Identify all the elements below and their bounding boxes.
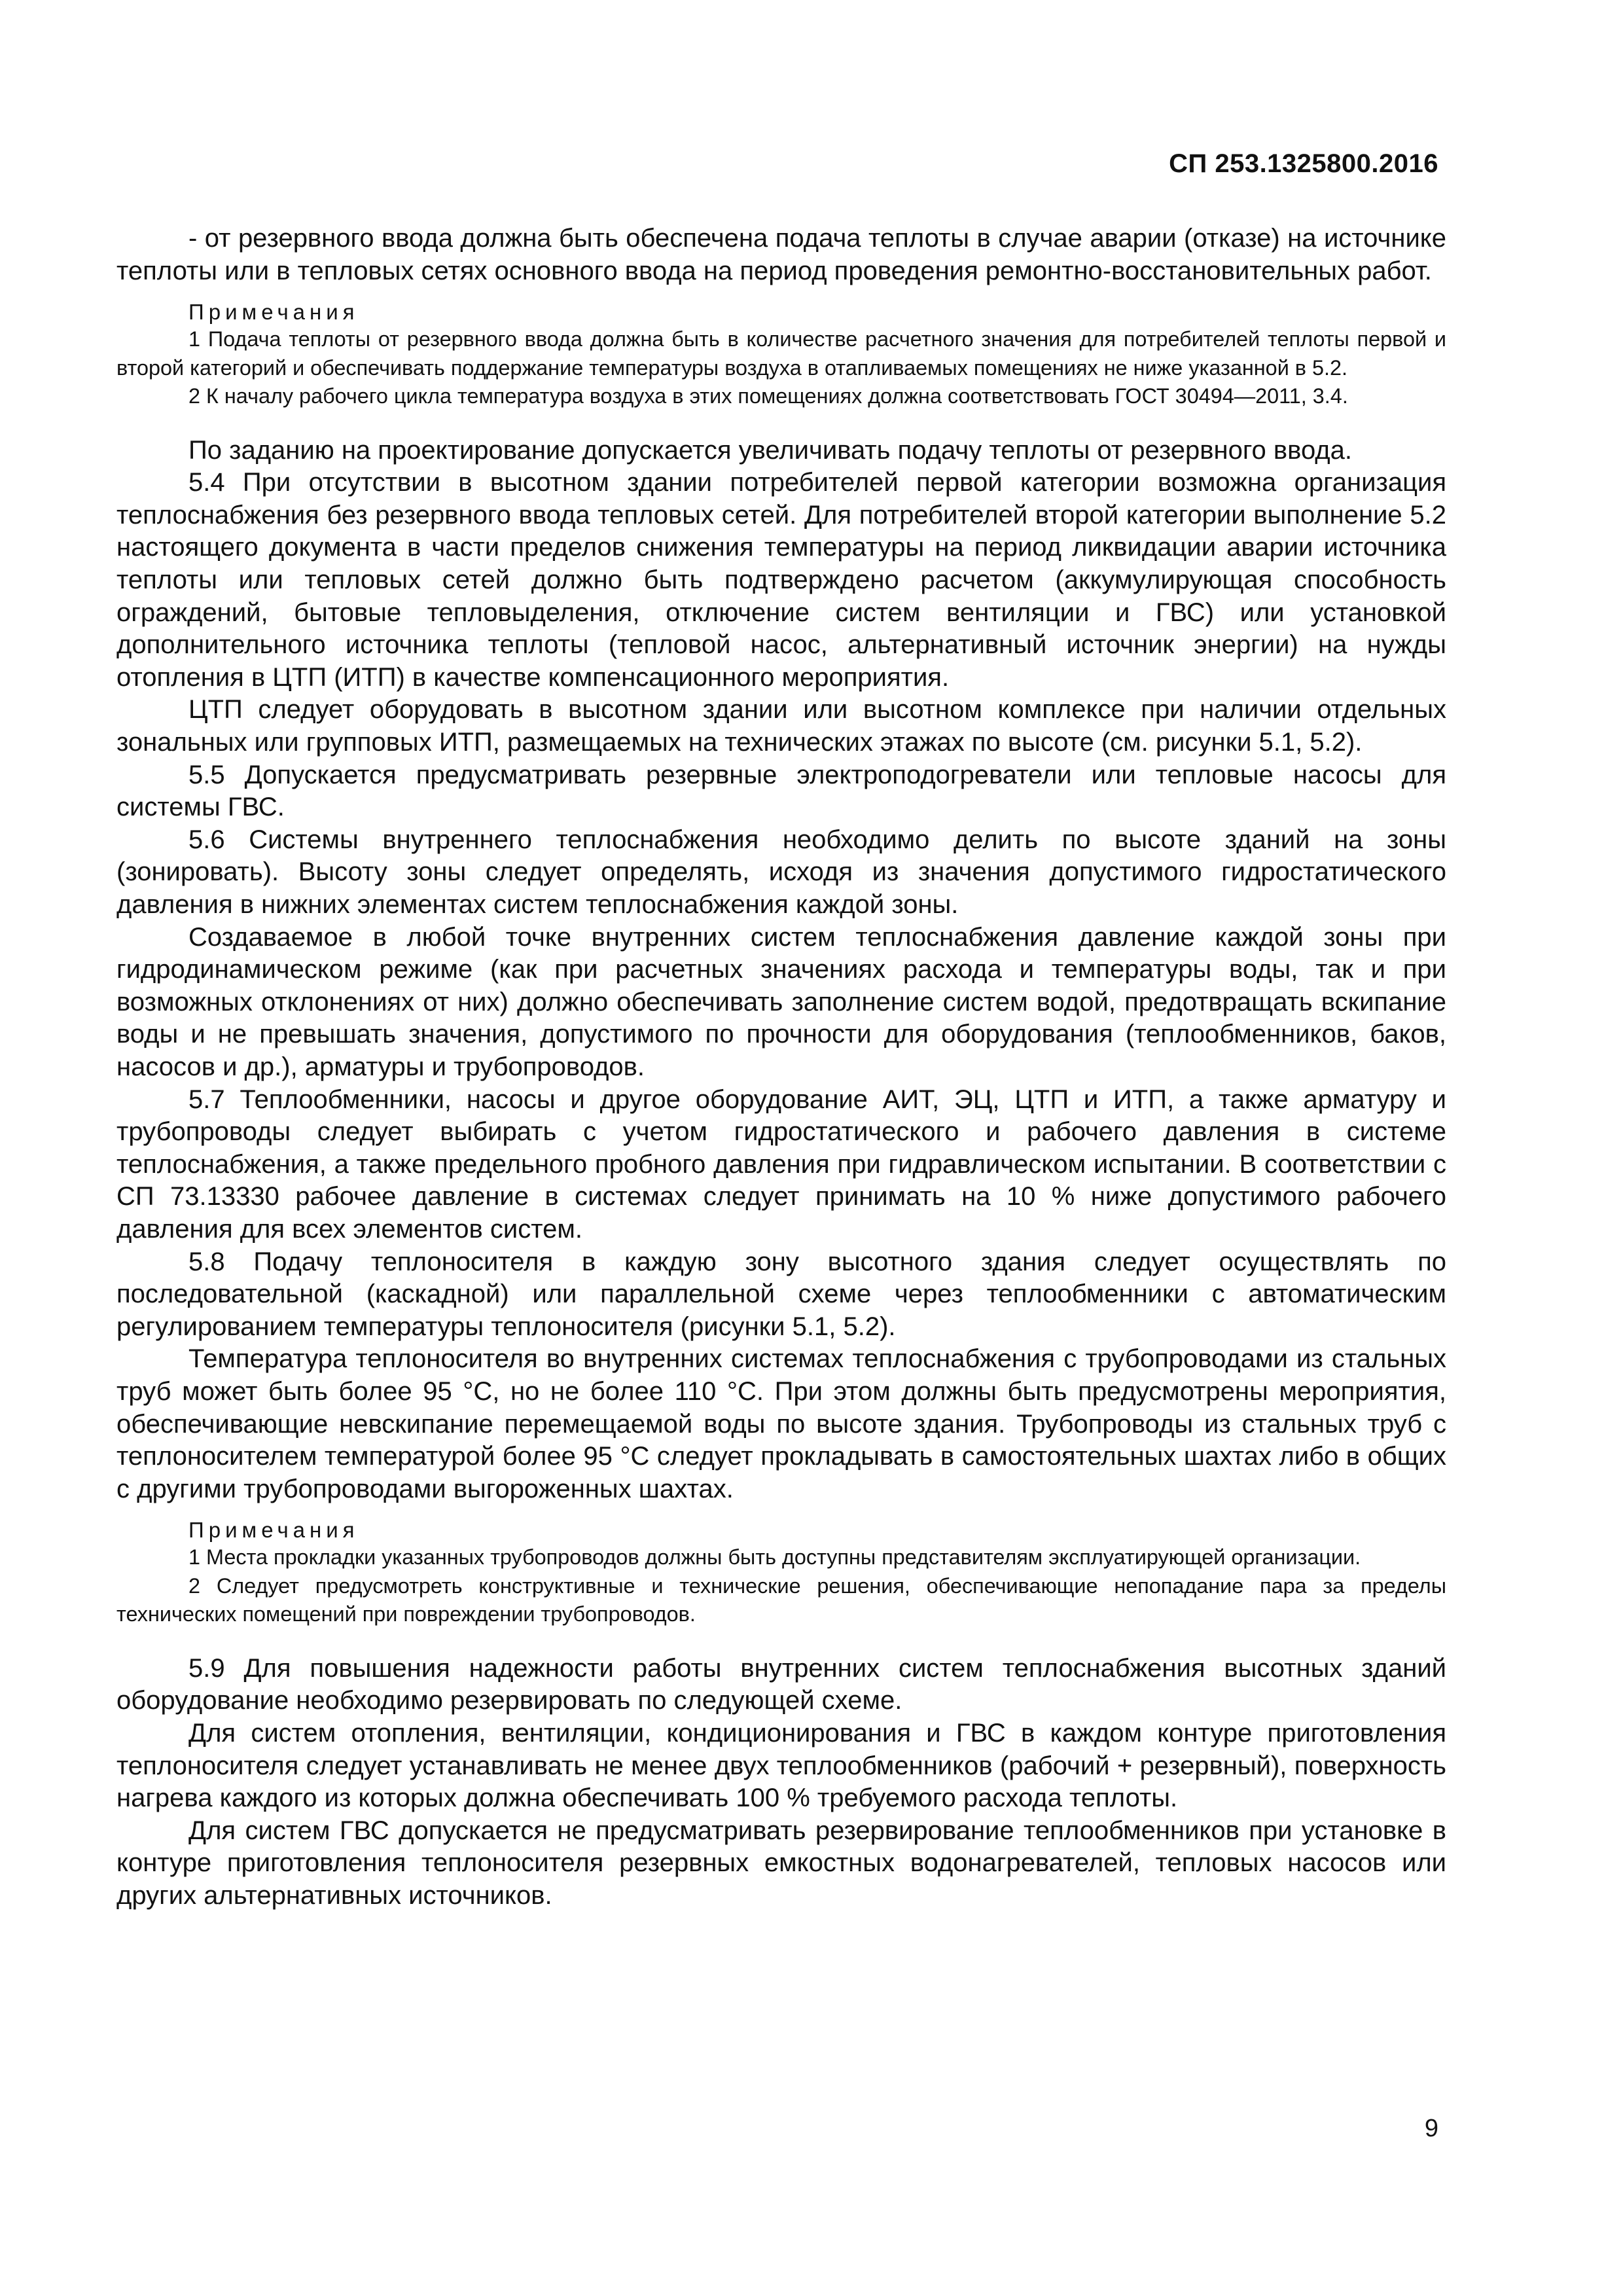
paragraph: - от резервного ввода должна быть обеспечена подача теплоты в случае аварии (отказе) на источнике теплоты или в тепловых сетях основного ввода на период проведения ремонтно-восстановительных работ. xyxy=(116,224,1446,285)
notes-heading: Примечания xyxy=(188,300,359,325)
note: 2 Следует предусмотреть конструктивные и технические решения, обеспечивающие непопадание пара за пределы технических помещений при повреждении трубопроводов. xyxy=(116,1573,1446,1626)
paragraph: Для систем отопления, вентиляции, кондиционирования и ГВС в каждом контуре приготовления теплоносителя следует устанавливать не менее двух теплообменников (рабочий + резервный), поверхность нагрева каждого из которых должна обеспечивать 100 % требуемого расхода теплоты. xyxy=(116,1718,1446,1813)
page-number: 9 xyxy=(1424,2115,1438,2142)
paragraph-5-8: 5.8 Подачу теплоносителя в каждую зону высотного здания следует осуществлять по последовательной (каскадной) или параллельной схеме через теплообменники с автоматическим регулированием температуры теплоносителя (рисунки 5.1, 5.2). xyxy=(116,1247,1446,1341)
notes-heading: Примечания xyxy=(188,1518,359,1543)
paragraph-5-6: 5.6 Системы внутреннего теплоснабжения необходимо делить по высоте зданий на зоны (зонировать). Высоту зоны следует определять, исходя из значения допустимого гидростатического давления в нижних элементах систем теплоснабжения каждой зоны. xyxy=(116,825,1446,919)
paragraph: ЦТП следует оборудовать в высотном здании или высотном комплексе при наличии отдельных зональных или групповых ИТП, размещаемых на технических этажах по высоте (см. рисунки 5.1, 5.2). xyxy=(116,695,1446,757)
note: 2 К началу рабочего цикла температура воздуха в этих помещениях должна соответствовать ГОСТ 30494—2011, 3.4. xyxy=(188,384,1348,408)
paragraph-5-7: 5.7 Теплообменники, насосы и другое оборудование АИТ, ЭЦ, ЦТП и ИТП, а также арматуру и трубопроводы следует выбирать с учетом гидростатического и рабочего давления в системе теплоснабжения, а также предельного пробного давления при гидравлическом испытании. В соответствии с СП 73.13330 рабочее давление в системах следует принимать на 10 % ниже допустимого рабочего давления для всех элементов систем. xyxy=(116,1085,1446,1244)
paragraph: Создаваемое в любой точке внутренних систем теплоснабжения давление каждой зоны при гидродинамическом режиме (как при расчетных значениях расхода и температуры воды, так и при возможных отклонениях от них) должно обеспечивать заполнение систем водой, предотвращать вскипание воды и не превышать значения, допустимого по прочности для оборудования (теплообменников, баков, насосов и др.), арматуры и трубопроводов. xyxy=(116,922,1446,1081)
paragraph-5-4: 5.4 При отсутствии в высотном здании потребителей первой категории возможна организация теплоснабжения без резервного ввода тепловых сетей. Для потребителей второй категории выполнение 5.2 настоящего документа в части пределов снижения температуры на период ликвидации аварии источника теплоты или тепловых сетей должно быть подтверждено расчетом (аккумулирующая способность ограждений, бытовые тепловыделения, отключение систем вентиляции и ГВС) или установкой дополнительного источника теплоты (тепловой насос, альтернативный источник энергии) на нужды отопления в ЦТП (ИТП) в качестве компенсационного мероприятия. xyxy=(116,468,1446,692)
document-code: СП 253.1325800.2016 xyxy=(1169,149,1438,178)
note: 1 Места прокладки указанных трубопроводов должны быть доступны представителям эксплуатирующей организации. xyxy=(188,1545,1361,1570)
paragraph-5-9: 5.9 Для повышения надежности работы внутренних систем теплоснабжения высотных зданий оборудование необходимо резервировать по следующей схеме. xyxy=(116,1653,1446,1715)
paragraph-5-5: 5.5 Допускается предусматривать резервные электроподогреватели или тепловые насосы для системы ГВС. xyxy=(116,760,1446,822)
paragraph: Для систем ГВС допускается не предусматривать резервирование теплообменников при установке в контуре приготовления теплоносителя резервных емкостных водонагревателей, тепловых насосов или других альтернативных источников. xyxy=(116,1816,1446,1910)
document-body xyxy=(116,223,1446,1912)
paragraph: По заданию на проектирование допускается увеличивать подачу теплоты от резервного ввода. xyxy=(188,435,1353,465)
paragraph: Температура теплоносителя во внутренних системах теплоснабжения с трубопроводами из стальных труб может быть более 95 °С, но не более 110 °С. При этом должны быть предусмотрены мероприятия, обеспечивающие невскипание перемещаемой воды по высоте здания. Трубопроводы из стальных труб с теплоносителем температурой более 95 °С следует прокладывать в самостоятельных шахтах либо в общих с другими трубопроводами выгороженных шахтах. xyxy=(116,1344,1446,1503)
note: 1 Подача теплоты от резервного ввода должна быть в количестве расчетного значения для потребителей теплоты первой и второй категорий и обеспечивать поддержание температуры воздуха в отапливаемых помещениях не ниже указанной в 5.2. xyxy=(116,327,1446,380)
